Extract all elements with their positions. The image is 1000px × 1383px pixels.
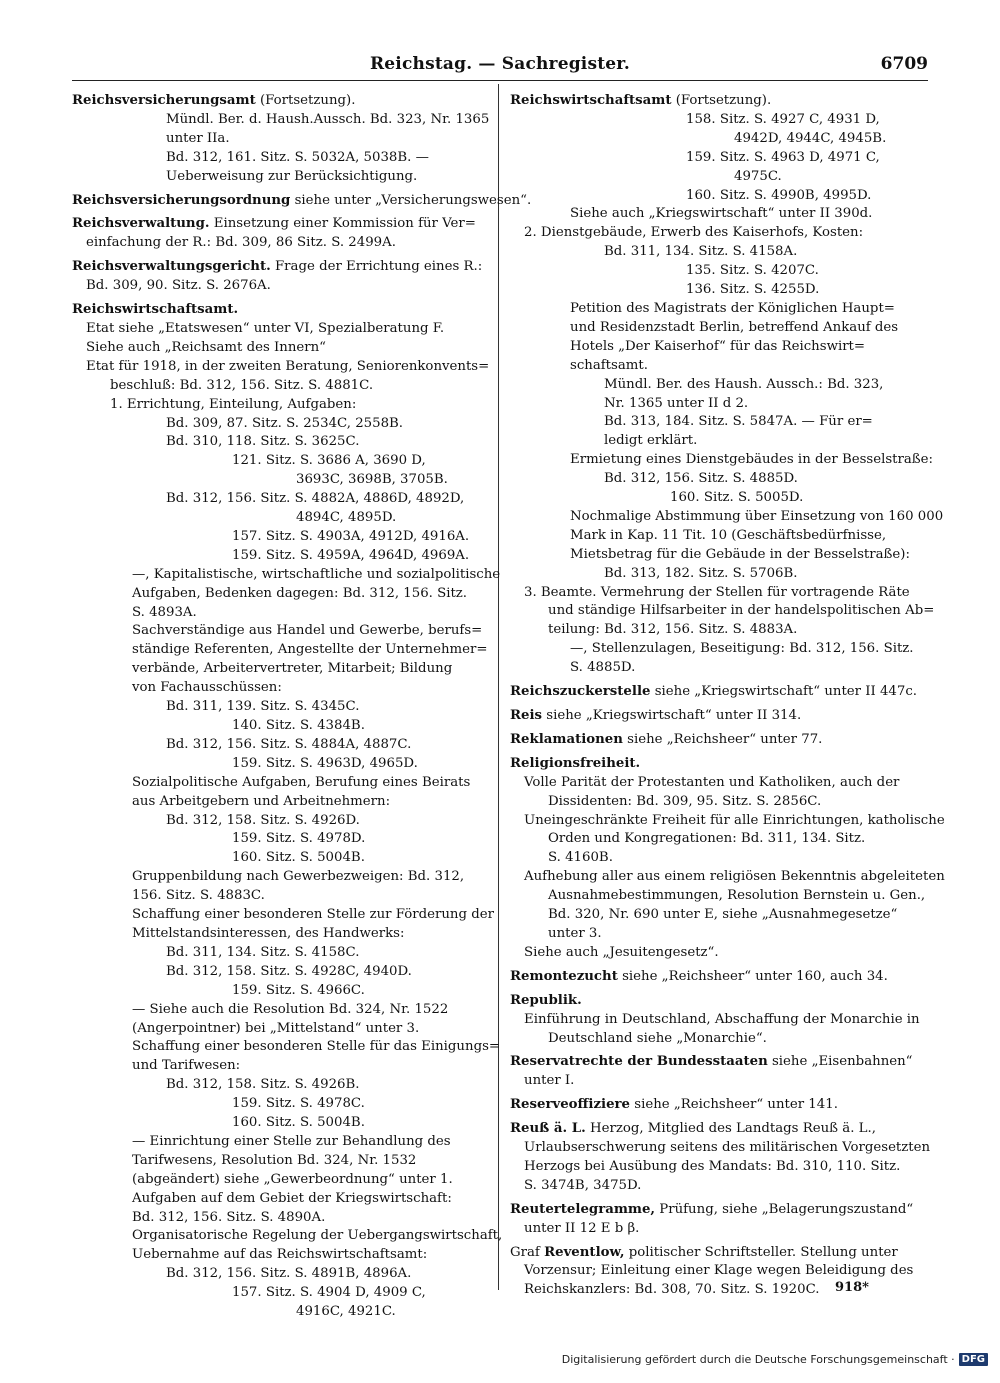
entry-text: 159. Sitz. S. 4978D. [232,831,366,847]
entry-line [510,659,928,678]
entry-text: Mietsbetrag für die Gebäude in der Besselstraße): [570,546,910,562]
entry-line [72,1076,490,1095]
entry-line [510,1262,928,1281]
entry-line [510,546,928,565]
entry-line [510,830,928,849]
entry-text: Uebernahme auf das Reichswirtschaftsamt: [132,1247,428,1263]
entry-text: verbände, Arbeitervertreter, Mitarbeit; Bildung [132,661,453,677]
entry-line [510,224,928,243]
entry-text: — Einrichtung einer Stelle zur Behandlung des [132,1133,451,1149]
entry-text: Bd. 312, 156. Sitz. S. 4885D. [604,471,798,487]
entry-text: Deutschland siehe „Monarchie“. [548,1030,767,1046]
entry-text: Aufhebung aller aus einem religiösen Bekenntnis abgeleiteten [524,869,945,885]
entry-text: Sozialpolitische Aufgaben, Berufung eines Beirats [132,774,471,790]
entry-text: Orden und Kongregationen: Bd. 311, 134. Sitz. [548,831,866,847]
index-entry [510,1096,928,1115]
entry-text: Bd. 311, 134. Sitz. S. 4158A. [604,244,798,260]
entry-text: 2. Dienstgebäude, Erwerb des Kaiserhofs, Kosten: [524,225,864,241]
entry-line [510,1220,928,1239]
entry-line [510,262,928,281]
entry-keyword: Reichsverwaltungsgericht. [72,259,271,275]
entry-text: 157. Sitz. S. 4903A, 4912D, 4916A. [232,528,470,544]
entry-line [510,432,928,451]
entry-line [72,277,490,296]
entry-line [510,1177,928,1196]
entry-text: ständige Referenten, Angestellte der Unternehmer= [132,642,488,658]
entry-text: 160. Sitz. S. 5005D. [670,490,804,506]
entry-text: und Residenzstadt Berlin, betreffend Ankauf des [570,319,899,335]
entry-keyword: Reservatrechte der Bundesstaaten [510,1054,768,1070]
entry-line [72,604,490,623]
entry-line [510,1030,928,1049]
index-entry [510,683,928,702]
entry-text: politischer Schriftsteller. Stellung unter [624,1244,898,1260]
entry-text: (Angerpointner) bei „Mittelstand“ unter 3. [132,1020,420,1036]
dfg-logo-icon: DFG [959,1353,988,1366]
entry-line [510,130,928,149]
index-entry [510,707,928,726]
entry-text: Prüfung, siehe „Belagerungszustand“ [655,1201,914,1217]
column-divider [498,84,499,1290]
entry-line [72,812,490,831]
entry-line [510,338,928,357]
entry-text: Etat siehe „Etatswesen“ unter VI, Spezialberatung F. [86,320,445,336]
entry-line [510,584,928,603]
entry-line [72,234,490,253]
entry-line [72,566,501,585]
entry-text: Bd. 309, 90. Sitz. S. 2676A. [86,278,271,294]
entry-line [510,1244,928,1263]
entry-line [510,774,928,793]
entry-text: (Fortsetzung). [671,93,772,108]
entry-text: 156. Sitz. S. 4883C. [132,888,265,904]
entry-text: Etat für 1918, in der zweiten Beratung, Seniorenkonvents= [86,358,490,374]
entry-keyword: Reis [510,708,543,723]
entry-text: Aufgaben auf dem Gebiet der Kriegswirtschaft: [132,1190,452,1206]
entry-line [72,1057,490,1076]
entry-line [72,1190,490,1209]
entry-line [510,149,928,168]
entry-line [72,622,490,641]
entry-line [72,509,490,528]
entry-line [510,395,928,414]
entry-keyword: Reichszuckerstelle [510,684,651,700]
entry-line [510,1053,928,1072]
entry-line [510,527,928,546]
entry-text: Uneingeschränkte Freiheit für alle Einrichtungen, katholische [524,812,945,828]
entry-text: Ermietung eines Dienstgebäudes in der Besselstraße: [570,452,934,468]
entry-text: —, Stellenzulagen, Beseitigung: Bd. 312, 156. Sitz. [570,641,914,657]
entry-line [510,868,945,887]
entry-text: 159. Sitz. S. 4959A, 4964D, 4969A. [232,547,470,563]
entry-text: Nr. 1365 unter II d 2. [604,395,749,411]
entry-keyword: Reklamationen [510,731,623,747]
entry-text: Siehe auch „Jesuitengesetz“. [524,944,719,960]
entry-text: Aufgaben, Bedenken dagegen: Bd. 312, 156. Sitz. [132,585,468,601]
entry-line [72,377,490,396]
entry-text: Siehe auch „Reichsamt des Innern“ [86,339,326,355]
entry-text: beschluß: Bd. 312, 156. Sitz. S. 4881C. [110,377,374,393]
entry-text: Urlaubserschwerung seitens des militärischen Vorgesetzten [524,1140,931,1156]
entry-line [72,490,490,509]
entry-line [72,1171,490,1190]
entry-text: siehe „Kriegswirtschaft“ unter II 447c. [650,684,918,700]
entry-text: —, Kapitalistische, wirtschaftliche und sozialpolitische [132,566,501,582]
entry-text: und ständige Hilfsarbeiter in der handelspolitischen Ab= [548,603,935,619]
entry-text: Herzogs bei Ausübung des Mandats: Bd. 310, 110. Sitz. [524,1158,901,1174]
entry-text: Bd. 311, 134. Sitz. S. 4158C. [166,944,360,960]
entry-text: 160. Sitz. S. 5004B. [232,850,365,866]
entry-line [510,925,928,944]
entry-line [510,707,928,726]
entry-text: 3693C, 3698B, 3705B. [296,472,448,488]
footer-text: Digitalisierung gefördert durch die Deutsche Forschungsgemeinschaft · [561,1352,955,1366]
entry-text: Organisatorische Regelung der Uebergangswirtschaft, [132,1228,503,1244]
entry-line [72,358,490,377]
entry-line [72,1152,490,1171]
entry-text: Nochmalige Abstimmung über Einsetzung von 160 000 [570,508,944,524]
entry-line [72,1133,490,1152]
entry-text: 160. Sitz. S. 4990B, 4995D. [686,187,872,203]
entry-text: S. 4885D. [570,660,636,676]
entry-text: 159. Sitz. S. 4963 D, 4971 C, [686,149,880,165]
entry-line [72,641,490,660]
entry-text: ledigt erklärt. [604,433,698,449]
entry-text: — Siehe auch die Resolution Bd. 324, Nr. 1522 [132,1001,449,1017]
entry-text: (abgeändert) siehe „Gewerbeordnung“ unter 1. [132,1171,453,1187]
entry-text: Gruppenbildung nach Gewerbezweigen: Bd. 312, [132,869,465,885]
entry-keyword: Reichsversicherungsamt [72,93,256,108]
entry-text: Bd. 312, 156. Sitz. S. 4891B, 4896A. [166,1266,412,1282]
index-entry [72,92,490,187]
entry-line [510,92,928,111]
entry-text: 160. Sitz. S. 5004B. [232,1115,365,1131]
entry-text: 4942D, 4944C, 4945B. [734,130,887,146]
entry-line [510,451,934,470]
entry-line [72,528,490,547]
entry-text: Bd. 312, 156. Sitz. S. 4884A, 4887C. [166,736,412,752]
entry-line [510,413,928,432]
entry-text: Ueberweisung zur Berücksichtigung. [166,168,418,184]
entry-text: Bd. 312, 156. Sitz. S. 4890A. [132,1209,326,1225]
entry-keyword: Reichswirtschaftsamt [510,93,672,108]
entry-line [510,621,928,640]
entry-line [72,585,490,604]
entry-text: Sachverständige aus Handel und Gewerbe, berufs= [132,623,483,639]
index-entry [510,1120,931,1196]
entry-line [510,906,928,925]
entry-keyword: Reutertelegramme, [510,1201,656,1217]
entry-line [510,1011,928,1030]
entry-line [510,1139,931,1158]
entry-line [72,339,490,358]
entry-line [510,640,928,659]
entry-text: 159. Sitz. S. 4963D, 4965D. [232,755,418,771]
entry-text: siehe „Reichsheer“ unter 160, auch 34. [617,968,888,984]
entry-line [72,944,490,963]
entry-text: Ausnahmebestimmungen, Resolution Bernstein u. Gen., [548,888,926,904]
entry-text: Reichskanzlers: Bd. 308, 70. Sitz. S. 1920C. [524,1282,820,1298]
page-header [72,50,928,81]
entry-text: Bd. 312, 156. Sitz. S. 4882A, 4886D, 4892D, [166,491,465,507]
entry-line [72,320,490,339]
entry-line [72,547,490,566]
entry-keyword: Reichswirtschaftsamt. [72,302,239,318]
index-entry [72,301,503,1322]
entry-line [510,755,928,774]
entry-line [72,736,490,755]
entry-line [510,319,928,338]
entry-keyword: Reuß ä. L. [510,1121,586,1137]
entry-line [72,433,490,452]
index-entry [510,731,928,750]
entry-text: Bd. 310, 118. Sitz. S. 3625C. [166,434,360,450]
entry-line [510,508,944,527]
entry-line [72,774,490,793]
entry-line [510,683,928,702]
entry-line [72,92,490,111]
entry-text: Bd. 312, 158. Sitz. S. 4926D. [166,812,360,828]
entry-text: 157. Sitz. S. 4904 D, 4909 C, [232,1285,426,1301]
index-entry [510,755,945,963]
entry-line [72,755,490,774]
entry-line [510,470,928,489]
entry-text: und Tarifwesen: [132,1058,241,1074]
entry-line [72,1303,490,1322]
entry-text: Mark in Kap. 11 Tit. 10 (Geschäftsbedürfnisse, [570,527,887,543]
entry-keyword: Republik. [510,992,582,1008]
entry-line [72,301,490,320]
entry-text: Bd. 313, 184. Sitz. S. 5847A. — Für er= [604,414,873,430]
entry-line [510,1158,928,1177]
entry-text: 3. Beamte. Vermehrung der Stellen für vortragende Räte [524,584,910,600]
entry-line [72,887,490,906]
entry-text: Frage der Errichtung eines R.: [270,259,483,275]
entry-prefix: Graf [510,1244,545,1260]
entry-text: Bd. 311, 139. Sitz. S. 4345C. [166,699,360,715]
index-entry [72,215,490,253]
entry-text: Bd. 312, 158. Sitz. S. 4928C, 4940D. [166,963,412,979]
entry-line [72,258,490,277]
entry-line [72,717,490,736]
entry-line [72,660,490,679]
entry-line [510,1072,928,1091]
entry-text: Schaffung einer besonderen Stelle zur Förderung der [132,907,494,923]
entry-line [510,992,928,1011]
entry-line [510,376,928,395]
page-number: 6709 [880,54,928,74]
right-column [510,92,945,1305]
entry-line [72,1265,490,1284]
entry-text: einfachung der R.: Bd. 309, 86 Sitz. S. 2499A. [86,235,396,251]
entry-line [72,963,490,982]
entry-text: Vorzensur; Einleitung einer Klage wegen Beleidigung des [524,1263,914,1279]
entry-text: Bd. 320, Nr. 690 unter E, siehe „Ausnahmegesetze“ [548,907,898,923]
entry-line [72,1038,501,1057]
entry-text: siehe „Kriegswirtschaft“ unter II 314. [542,708,802,723]
entry-line [72,1284,490,1303]
entry-line [510,887,928,906]
entry-text: Dissidenten: Bd. 309, 95. Sitz. S. 2856C. [548,793,822,809]
entry-line [510,168,928,187]
entry-text: 158. Sitz. S. 4927 C, 4931 D, [686,111,880,127]
entry-text: 136. Sitz. S. 4255D. [686,282,820,298]
entry-line [510,731,928,750]
entry-keyword: Reichsverwaltung. [72,216,210,232]
entry-text: teilung: Bd. 312, 156. Sitz. S. 4883A. [548,622,798,638]
entry-text: Bd. 312, 161. Sitz. S. 5032A, 5038B. — [166,149,429,165]
entry-line [72,793,490,812]
entry-line [510,205,928,224]
entry-text: 4975C. [734,168,782,184]
entry-line [72,925,490,944]
entry-keyword: Religionsfreiheit. [510,755,641,771]
entry-text: unter 3. [548,925,602,941]
entry-text: 121. Sitz. S. 3686 A, 3690 D, [232,453,426,469]
entry-line [72,982,490,1001]
index-entry [510,1053,928,1091]
index-entry [510,968,928,987]
entry-text: S. 4160B. [548,850,613,866]
entry-line [510,489,928,508]
entry-line [72,1114,490,1133]
entry-text: Mittelstandsinteressen, des Handwerks: [132,925,405,941]
entry-line [72,130,490,149]
index-entry [510,92,944,678]
entry-line [72,849,490,868]
entry-text: Hotels „Der Kaiserhof“ für das Reichswirt= [570,338,866,354]
running-title: Reichstag. — Sachregister. [369,54,631,74]
entry-text: unter I. [524,1073,575,1089]
index-entry [510,992,928,1049]
entry-text: Mündl. Ber. des Haush. Aussch.: Bd. 323, [604,376,884,392]
entry-text: unter II 12 E b β. [524,1220,640,1236]
entry-text: 135. Sitz. S. 4207C. [686,263,819,279]
footer [562,1350,988,1368]
entry-line [72,452,490,471]
entry-text: Petition des Magistrats der Königlichen Haupt= [570,300,895,316]
entry-text: siehe „Eisenbahnen“ [767,1054,913,1070]
entry-line [510,793,928,812]
signature-mark: 918* [835,1280,869,1295]
entry-line [72,168,490,187]
entry-line [72,111,490,130]
entry-line [510,357,928,376]
entry-line [510,187,928,206]
entry-text: Mündl. Ber. d. Haush.Aussch. Bd. 323, Nr. 1365 [166,111,490,127]
entry-text: 159. Sitz. S. 4978C. [232,1096,365,1112]
entry-line [510,849,928,868]
entry-line [72,192,532,211]
entry-line [510,243,928,262]
entry-line [72,215,490,234]
entry-line [510,944,928,963]
entry-line [510,602,935,621]
entry-line [510,968,928,987]
entry-line [510,1096,928,1115]
entry-keyword: Reventlow, [544,1244,625,1260]
entry-text: siehe „Reichsheer“ unter 141. [630,1097,838,1113]
entry-line [72,1095,490,1114]
entry-line [72,906,494,925]
entry-line [72,1020,490,1039]
index-entry [72,192,532,211]
entry-text: (Fortsetzung). [255,93,356,108]
entry-line [72,698,490,717]
index-entry [510,1201,928,1239]
entry-line [72,830,490,849]
entry-text: von Fachausschüssen: [132,680,282,696]
entry-text: 159. Sitz. S. 4966C. [232,982,365,998]
entry-line [72,396,490,415]
entry-line [72,1246,490,1265]
entry-line [510,565,928,584]
entry-text: Einsetzung einer Kommission für Ver= [209,216,476,232]
entry-text: Tarifwesens, Resolution Bd. 324, Nr. 1532 [132,1152,417,1168]
entry-text: 140. Sitz. S. 4384B. [232,718,365,733]
entry-keyword: Reichsversicherungsordnung [72,192,291,208]
entry-text: Herzog, Mitglied des Landtags Reuß ä. L., [585,1121,876,1137]
entry-text: 1. Errichtung, Einteilung, Aufgaben: [110,396,357,412]
entry-line [510,300,928,319]
entry-text: S. 3474B, 3475D. [524,1177,642,1193]
entry-line [72,1209,490,1228]
entry-text: Siehe auch „Kriegswirtschaft“ unter II 390d. [570,206,873,222]
entry-text: Bd. 309, 87. Sitz. S. 2534C, 2558B. [166,415,404,431]
entry-line [72,1001,490,1020]
entry-text: siehe „Reichsheer“ unter 77. [622,731,823,747]
entry-text: 4894C, 4895D. [296,510,397,526]
entry-line [72,868,490,887]
entry-line [510,812,945,831]
entry-text: Bd. 312, 158. Sitz. S. 4926B. [166,1077,360,1093]
entry-text: Einführung in Deutschland, Abschaffung der Monarchie in [524,1011,920,1027]
entry-line [72,471,490,490]
entry-line [510,281,928,300]
entry-line [72,149,490,168]
entry-line [72,1227,503,1246]
entry-line [510,1120,928,1139]
entry-keyword: Remontezucht [510,968,618,984]
entry-line [72,415,490,434]
entry-line [72,679,490,698]
entry-text: Bd. 313, 182. Sitz. S. 5706B. [604,565,798,581]
entry-text: unter IIa. [166,130,230,146]
entry-line [510,111,928,130]
entry-text: Schaffung einer besonderen Stelle für das Einigungs= [132,1039,501,1055]
entry-text: 4916C, 4921C. [296,1304,396,1320]
entry-text: siehe unter „Versicherungswesen“. [290,192,532,208]
entry-text: S. 4893A. [132,604,197,620]
entry-text: schaftsamt. [570,357,648,373]
entry-text: aus Arbeitgebern und Arbeitnehmern: [132,793,391,809]
entry-keyword: Reserveoffiziere [510,1097,631,1113]
entry-text: Volle Parität der Protestanten und Katholiken, auch der [524,774,900,790]
index-entry [72,258,490,296]
entry-line [510,1201,928,1220]
